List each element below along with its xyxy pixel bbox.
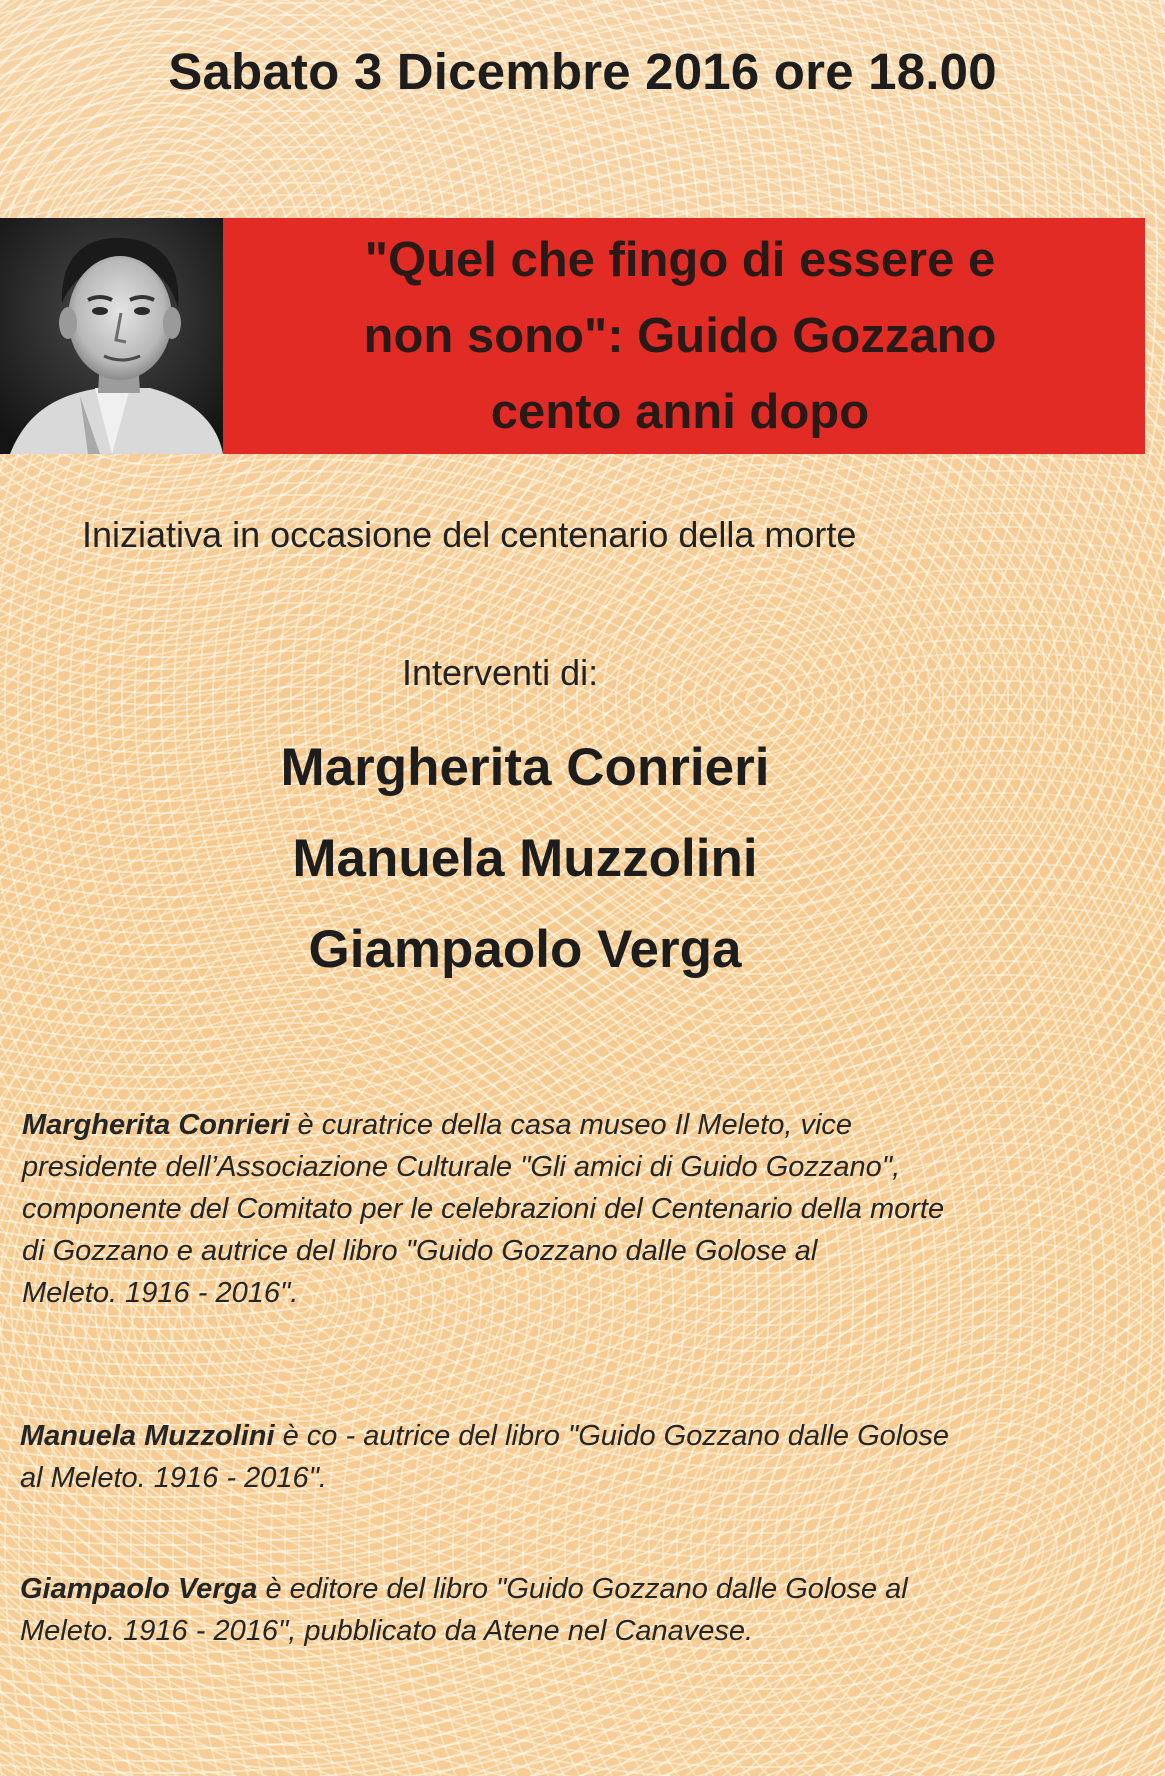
bio-margherita-conrieri [22,1104,1142,1314]
bio-name: Manuela Muzzolini [20,1420,275,1452]
interventi-label: Interventi di: [402,652,599,693]
bio-line: presidente dell’Associazione Culturale "Gli amici di Guido Gozzano", [22,1151,901,1183]
speaker-list [0,722,1050,995]
bio-giampaolo-verga [20,1568,1140,1652]
speaker-name: Manuela Muzzolini [292,829,758,888]
bio-line: è editore del libro "Guido Gozzano dalle Golose al [257,1573,908,1605]
title-line: cento anni dopo [490,385,870,439]
portrait-photo [0,218,223,454]
bio-line: al Meleto. 1916 - 2016". [20,1462,327,1494]
bio-line: componente del Comitato per le celebrazioni del Centenario della morte [22,1193,945,1225]
bio-line: è curatrice della casa museo Il Meleto, vice [289,1109,853,1141]
title-box [223,218,1145,454]
event-date: Sabato 3 Dicembre 2016 ore 18.00 [168,43,997,100]
bio-line: è co - autrice del libro "Guido Gozzano dalle Golose [274,1420,949,1452]
speaker-name: Margherita Conrieri [280,738,770,797]
bio-line: Meleto. 1916 - 2016", pubblicato da Atene nel Canavese. [20,1615,754,1647]
title-banner [0,218,1145,454]
event-title [364,222,1005,450]
bio-manuela-muzzolini [20,1415,1140,1499]
bio-line: di Gozzano e autrice del libro "Guido Gozzano dalle Golose al [22,1235,818,1267]
bio-name: Margherita Conrieri [22,1109,290,1141]
bio-name: Giampaolo Verga [20,1573,258,1605]
title-line: "Quel che fingo di essere e [364,233,996,287]
title-line: non sono": Guido Gozzano [363,309,997,363]
bio-line: Meleto. 1916 - 2016". [22,1277,299,1309]
event-subtitle: Iniziativa in occasione del centenario della morte [82,514,857,555]
speaker-name: Giampaolo Verga [308,920,742,979]
